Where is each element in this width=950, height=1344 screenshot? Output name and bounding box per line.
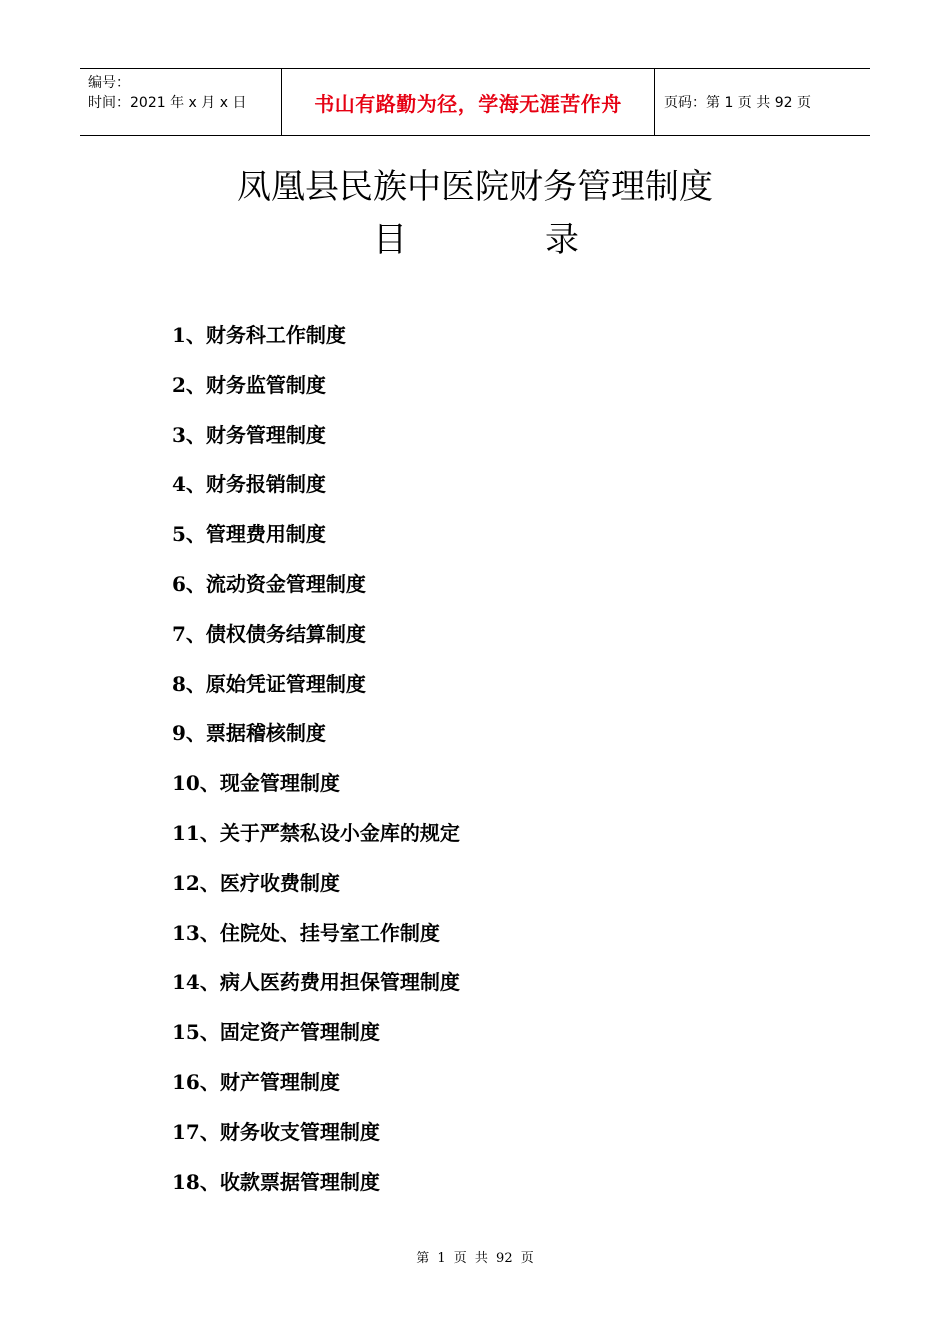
toc-item[interactable]: 12、医疗收费制度 <box>172 870 340 895</box>
toc-item[interactable]: 6、流动资金管理制度 <box>172 571 366 596</box>
page-footer: 第 1 页 共 92 页 <box>416 1251 534 1266</box>
toc-item[interactable]: 7、债权债务结算制度 <box>172 621 366 646</box>
toc-item[interactable]: 5、管理费用制度 <box>172 522 326 547</box>
page-info: 页码：第 1 页 共 92 页 <box>664 95 811 111</box>
toc-item[interactable]: 4、财务报销制度 <box>172 472 326 497</box>
toc-item[interactable]: 17、财务收支管理制度 <box>172 1119 380 1144</box>
header-meta-cell <box>80 69 282 135</box>
toc-heading-right: 录 <box>545 220 579 260</box>
time-label: 时间：2021 年 x 月 x 日 <box>88 95 247 111</box>
page-info-cell <box>655 69 870 135</box>
toc-item[interactable]: 1、财务科工作制度 <box>172 323 346 347</box>
toc-item[interactable]: 2、财务监管制度 <box>172 372 326 397</box>
toc-heading <box>0 218 950 262</box>
toc-item[interactable]: 16、财产管理制度 <box>172 1069 340 1094</box>
toc-heading-left: 目 <box>373 220 407 260</box>
toc-item[interactable]: 10、现金管理制度 <box>172 771 340 796</box>
toc-item[interactable]: 9、票据稽核制度 <box>172 721 326 746</box>
page-header <box>80 68 870 136</box>
toc-item[interactable]: 3、财务管理制度 <box>172 422 326 447</box>
number-label: 编号： <box>88 75 130 91</box>
motto-cell <box>282 69 655 135</box>
table-of-contents <box>172 318 460 1214</box>
toc-item[interactable]: 8、原始凭证管理制度 <box>172 671 366 696</box>
motto-text: 书山有路勤为径，学海无涯苦作舟 <box>314 91 622 116</box>
toc-item[interactable]: 13、住院处、挂号室工作制度 <box>172 920 440 945</box>
toc-item[interactable]: 18、收款票据管理制度 <box>172 1169 380 1194</box>
document-title: 凤凰县民族中医院财务管理制度 <box>237 167 713 207</box>
toc-item[interactable]: 14、病人医药费用担保管理制度 <box>172 970 460 995</box>
toc-item[interactable]: 11、关于严禁私设小金库的规定 <box>172 820 460 845</box>
toc-item[interactable]: 15、固定资产管理制度 <box>172 1020 380 1045</box>
